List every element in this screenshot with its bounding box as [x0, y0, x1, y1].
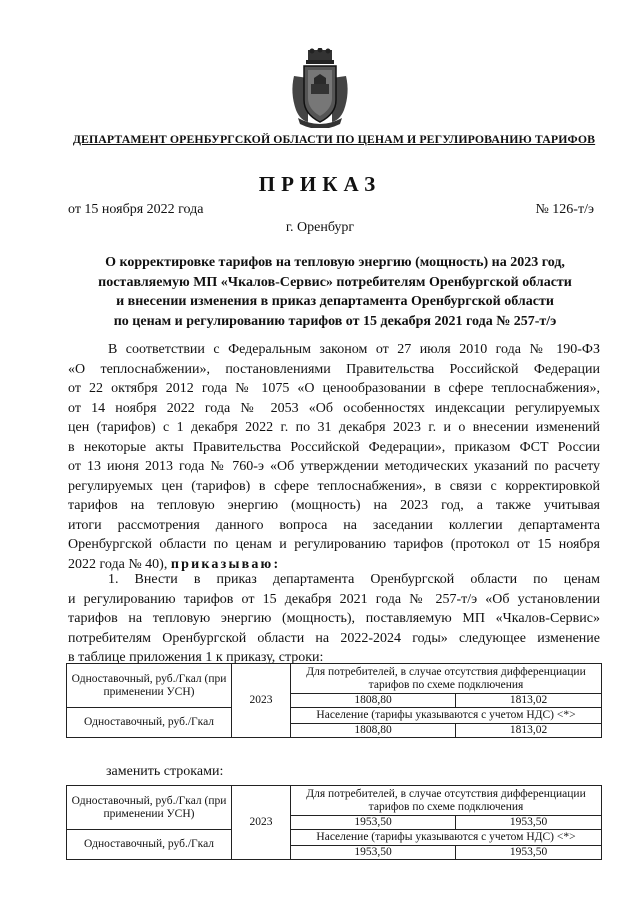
group-header-consumers: Для потребителей, в случае отсутствия дифференциации тарифов по схеме подключения — [291, 664, 602, 694]
document-type-title: ПРИКАЗ — [258, 172, 382, 196]
tariff-value: 1953,50 — [291, 816, 456, 830]
paragraph-line: от 13 июня 2013 года № 760-э «Об утверждении методических указаний по расчету — [68, 459, 600, 474]
tariff-value: 1953,50 — [456, 846, 602, 860]
document-number: № 126-т/э — [535, 202, 594, 217]
tariff-value: 1813,02 — [456, 724, 602, 738]
paragraph-line: Оренбургской области по ценам и регулированию тарифов (протокол от 15 ноября — [68, 537, 600, 552]
coat-of-arms-emblem — [288, 48, 352, 128]
row-label-usn: Одноставочный, руб./Гкал (при применении УСН) — [67, 664, 232, 708]
paragraph-line: потребителям Оренбургской области на 2022-2024 годы» следующее изменение — [68, 630, 600, 646]
paragraph-line: «О теплоснабжении», постановлениями Правительства Российской Федерации — [68, 361, 600, 377]
paragraph-line: цен (тарифов) с 1 декабря 2022 г. по 31 декабря 2023 г. и о внесении изменений — [68, 420, 600, 435]
year-cell: 2023 — [232, 786, 291, 860]
paragraph-line: в некоторые акты Правительства Российской Федерации», приказом ФСТ России — [68, 439, 600, 455]
row-label: Одноставочный, руб./Гкал — [67, 708, 232, 738]
paragraph-line: 1. Внести в приказ департамента Оренбургской области по ценам — [108, 572, 600, 587]
paragraph-line: и регулированию тарифов от 15 декабря 2021 года № 257-т/э «Об установлении — [68, 591, 600, 607]
document-city: г. Оренбург — [285, 220, 355, 235]
paragraph-line: регулируемых цен (тарифов) в сфере теплоснабжения», в связи с корректировкой — [68, 478, 600, 494]
department-header: ДЕПАРТАМЕНТ ОРЕНБУРГСКОЙ ОБЛАСТИ ПО ЦЕНАМ И РЕГУЛИРОВАНИЮ ТАРИФОВ — [72, 132, 596, 146]
paragraph-line: в таблице приложения 1 к приказу, строки: — [68, 650, 324, 665]
group-header-consumers: Для потребителей, в случае отсутствия дифференциации тарифов по схеме подключения — [291, 786, 602, 816]
group-header-population: Население (тарифы указываются с учетом НДС) <*> — [291, 708, 602, 724]
replace-text: заменить строками: — [106, 764, 224, 779]
tariff-value: 1808,80 — [291, 694, 456, 708]
order-word: приказываю: — [170, 556, 281, 572]
tariff-value: 1813,02 — [456, 694, 602, 708]
document-subject — [70, 253, 600, 331]
tariff-value: 1808,80 — [291, 724, 456, 738]
subject-line: поставляемую МП «Чкалов-Сервис» потребителям Оренбургской области — [98, 274, 572, 290]
group-header-population: Население (тарифы указываются с учетом НДС) <*> — [291, 830, 602, 846]
paragraph-line: тарифов на тепловую энергию (мощность), поставляемую МП «Чкалов-Сервис» — [68, 611, 600, 626]
tariff-value: 1953,50 — [456, 816, 602, 830]
year-cell: 2023 — [232, 664, 291, 738]
paragraph-line: В соответствии с Федеральным законом от 27 июля 2010 года № 190-ФЗ — [108, 342, 600, 357]
row-label-usn: Одноставочный, руб./Гкал (при применении УСН) — [67, 786, 232, 830]
tariff-value: 1953,50 — [291, 846, 456, 860]
paragraph-line: от 22 октября 2012 года № 1075 «О ценообразовании в сфере теплоснабжения», — [68, 381, 600, 396]
row-label: Одноставочный, руб./Гкал — [67, 830, 232, 860]
paragraph-line: от 14 ноября 2022 года № 2053 «Об особенностях индексации регулируемых — [68, 400, 600, 416]
tariff-table-new — [66, 785, 602, 860]
subject-line: по ценам и регулированию тарифов от 15 декабря 2021 года № 257-т/э — [113, 313, 557, 329]
paragraph-line: тарифов на тепловую энергию (мощность) на 2023 год, а также учитывая — [68, 498, 600, 513]
preamble-paragraph — [68, 340, 600, 574]
subject-line: и внесении изменения в приказ департамента Оренбургской области — [116, 294, 554, 309]
paragraph-line: итоги рассмотрения данного вопроса на заседании коллегии департамента — [68, 517, 600, 533]
document-date: от 15 ноября 2022 года — [68, 202, 204, 217]
subject-line: О корректировке тарифов на тепловую энергию (мощность) на 2023 год, — [105, 255, 565, 270]
paragraph-line-text: 2022 года № 40), — [68, 556, 168, 572]
tariff-table-old — [66, 663, 602, 738]
clause-1-paragraph — [68, 570, 600, 668]
